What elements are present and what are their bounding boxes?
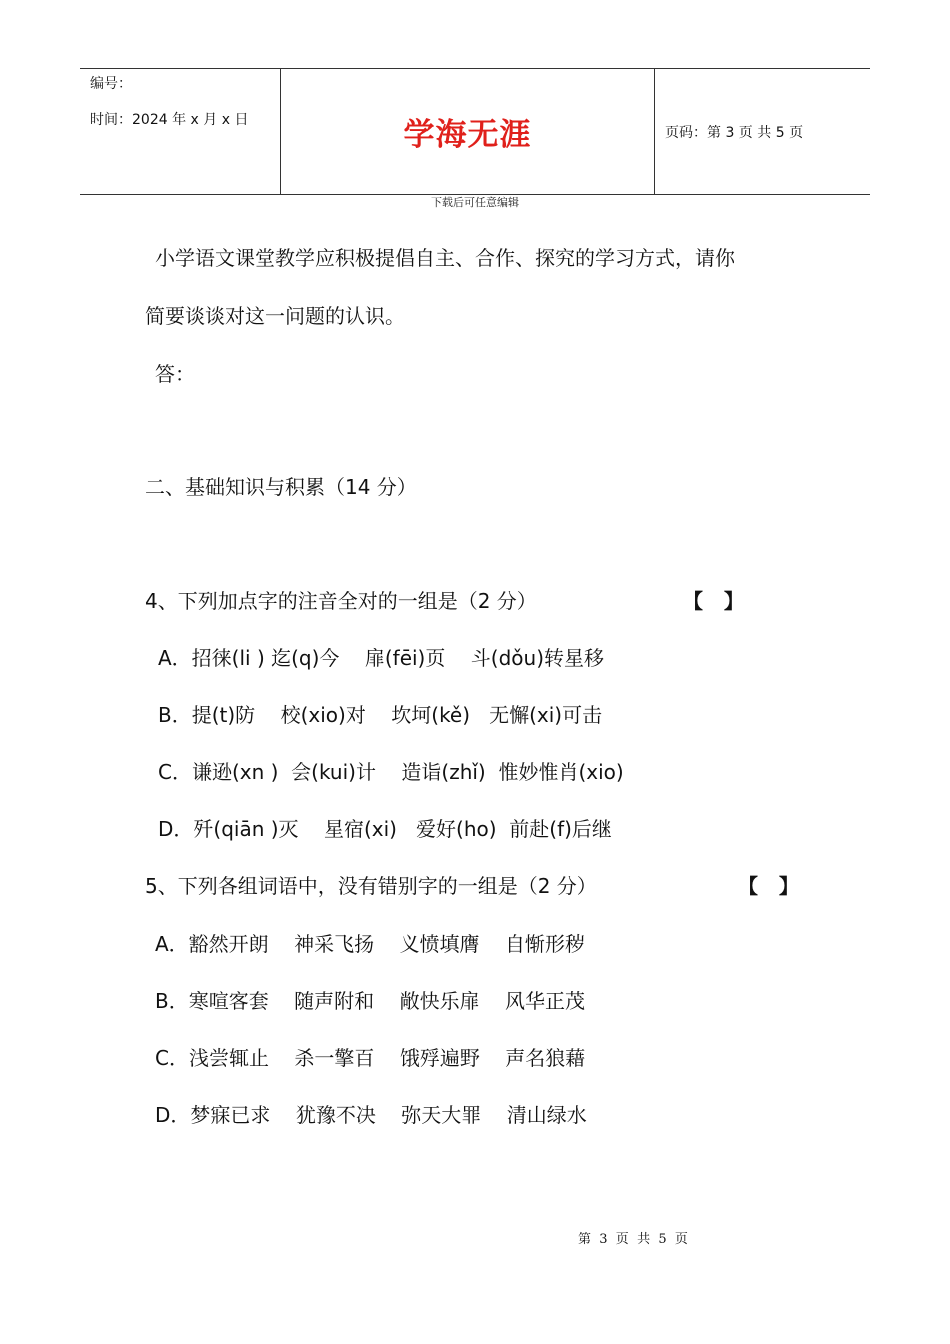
question-intro-line2: 简要谈谈对这一问题的认识。 [145, 304, 405, 328]
q4-option-d: D．歼(qiān )灭 星宿(xi) 爱好(ho) 前赴(f)后继 [158, 817, 612, 841]
q5-option-d: D．梦寐已求 犹豫不决 弥天大罪 清山绿水 [155, 1103, 587, 1127]
document-number-label: 编号： [90, 76, 132, 92]
header-middle-cell [281, 69, 655, 194]
page-number-label: 页码：第 3 页 共 5 页 [665, 124, 804, 141]
q5-answer-bracket: 【 】 [738, 874, 799, 898]
q5-option-a: A．豁然开朗 神采飞扬 义愤填膺 自惭形秽 [155, 932, 585, 956]
q5-option-c: C．浅尝辄止 杀一擎百 饿殍遍野 声名狼藉 [155, 1046, 586, 1070]
question-intro-line1: 小学语文课堂教学应积极提倡自主、合作、探究的学习方式，请你 [155, 246, 735, 270]
brand-title: 学海无涯 [403, 117, 532, 153]
section-title: 二、基础知识与积累（14 分） [145, 475, 417, 499]
header-left-cell [80, 69, 281, 194]
document-time-label: 时间：2024 年 x 月 x 日 [90, 112, 249, 128]
q4-option-b: B．提(t)防 校(xio)对 坎坷(kě) 无懈(xi)可击 [158, 703, 603, 727]
header-right-cell [655, 69, 870, 194]
header-table [80, 68, 870, 195]
q4-option-a: A．招徕(li ) 迄(q)今 扉(fēi)页 斗(dǒu)转星移 [158, 646, 604, 670]
q4-answer-bracket: 【 】 [683, 589, 744, 613]
q5-stem: 5、下列各组词语中，没有错别字的一组是（2 分） [145, 874, 597, 898]
download-note: 下载后可任意编辑 [431, 196, 519, 209]
q5-option-b: B．寒喧客套 随声附和 敞快乐扉 风华正茂 [155, 989, 586, 1013]
page-footer: 第 3 页 共 5 页 [578, 1232, 688, 1247]
q4-option-c: C．谦逊(xn ) 会(kui)计 造诣(zhǐ) 惟妙惟肖(xio) [158, 760, 624, 784]
q4-stem: 4、下列加点字的注音全对的一组是（2 分） [145, 589, 537, 613]
answer-label: 答： [155, 362, 195, 386]
